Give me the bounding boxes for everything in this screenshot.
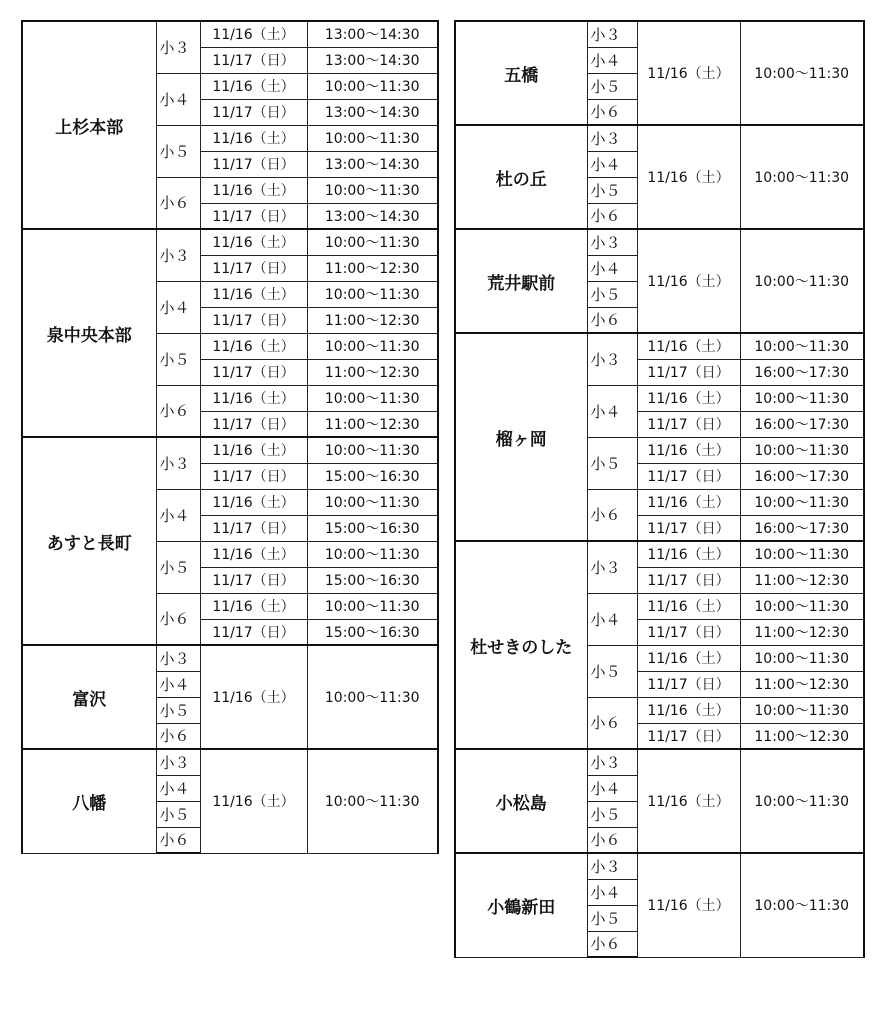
session-time: 10:00～11:30 [740, 749, 864, 853]
session-date: 11/17（日） [200, 307, 307, 333]
grade-label: 小４ [587, 255, 637, 281]
table-row [22, 645, 438, 671]
grade-label: 小５ [156, 697, 200, 723]
session-time: 10:00～11:30 [307, 125, 438, 151]
session-time: 11:00～12:30 [740, 671, 864, 697]
grade-label: 小３ [587, 333, 637, 385]
session-date: 11/17（日） [637, 619, 740, 645]
session-time: 10:00～11:30 [307, 593, 438, 619]
session-time: 11:00～12:30 [740, 619, 864, 645]
grade-label: 小４ [156, 281, 200, 333]
session-time: 10:00～11:30 [740, 385, 864, 411]
session-date: 11/16（土） [200, 281, 307, 307]
grade-label: 小６ [156, 723, 200, 749]
grade-label: 小３ [156, 21, 200, 73]
table-row [455, 749, 864, 775]
grade-label: 小４ [587, 151, 637, 177]
table-row [22, 229, 438, 255]
session-date: 11/16（土） [200, 645, 307, 749]
session-date: 11/16（土） [637, 385, 740, 411]
session-date: 11/17（日） [200, 151, 307, 177]
session-time: 16:00～17:30 [740, 411, 864, 437]
session-time: 10:00～11:30 [740, 593, 864, 619]
session-time: 13:00～14:30 [307, 151, 438, 177]
session-time: 13:00～14:30 [307, 203, 438, 229]
school-name: 上杉本部 [22, 21, 156, 229]
session-time: 11:00～12:30 [307, 255, 438, 281]
grade-label: 小６ [587, 697, 637, 749]
session-date: 11/16（土） [200, 541, 307, 567]
grade-label: 小６ [156, 385, 200, 437]
grade-label: 小６ [587, 307, 637, 333]
session-date: 11/16（土） [637, 437, 740, 463]
grade-label: 小５ [156, 801, 200, 827]
session-time: 10:00～11:30 [307, 281, 438, 307]
grade-label: 小３ [587, 229, 637, 255]
session-date: 11/17（日） [637, 463, 740, 489]
session-date: 11/17（日） [200, 203, 307, 229]
grade-label: 小３ [587, 749, 637, 775]
session-date: 11/16（土） [637, 21, 740, 125]
session-date: 11/16（土） [637, 645, 740, 671]
session-date: 11/16（土） [200, 749, 307, 853]
grade-label: 小４ [587, 593, 637, 645]
table-body-left [22, 21, 438, 853]
session-time: 11:00～12:30 [307, 307, 438, 333]
session-date: 11/17（日） [200, 255, 307, 281]
session-date: 11/16（土） [637, 697, 740, 723]
school-name: あすと長町 [22, 437, 156, 645]
grade-label: 小４ [587, 879, 637, 905]
school-name: 小松島 [455, 749, 587, 853]
session-time: 10:00～11:30 [307, 645, 438, 749]
session-date: 11/17（日） [637, 671, 740, 697]
grade-label: 小４ [156, 775, 200, 801]
grade-label: 小５ [587, 73, 637, 99]
grade-label: 小４ [156, 73, 200, 125]
table-row [22, 437, 438, 463]
grade-label: 小６ [156, 593, 200, 645]
session-time: 11:00～12:30 [307, 411, 438, 437]
grade-label: 小５ [587, 437, 637, 489]
session-date: 11/16（土） [637, 749, 740, 853]
grade-label: 小５ [587, 905, 637, 931]
session-time: 10:00～11:30 [740, 21, 864, 125]
session-date: 11/17（日） [200, 99, 307, 125]
session-time: 15:00～16:30 [307, 463, 438, 489]
grade-label: 小３ [156, 437, 200, 489]
grade-label: 小３ [156, 229, 200, 281]
grade-label: 小６ [156, 177, 200, 229]
session-time: 10:00～11:30 [307, 749, 438, 853]
table-row [455, 333, 864, 359]
session-date: 11/16（土） [637, 125, 740, 229]
session-time: 10:00～11:30 [307, 333, 438, 359]
grade-label: 小４ [156, 671, 200, 697]
session-time: 10:00～11:30 [740, 489, 864, 515]
school-name: 泉中央本部 [22, 229, 156, 437]
session-time: 10:00～11:30 [740, 697, 864, 723]
session-date: 11/16（土） [200, 177, 307, 203]
grade-label: 小４ [587, 47, 637, 73]
grade-label: 小３ [587, 21, 637, 47]
session-time: 10:00～11:30 [740, 645, 864, 671]
grade-label: 小６ [587, 203, 637, 229]
session-date: 11/17（日） [200, 411, 307, 437]
session-date: 11/16（土） [200, 229, 307, 255]
session-date: 11/16（土） [637, 853, 740, 957]
grade-label: 小６ [587, 931, 637, 957]
session-date: 11/16（土） [637, 229, 740, 333]
session-time: 10:00～11:30 [740, 853, 864, 957]
session-time: 15:00～16:30 [307, 515, 438, 541]
session-time: 10:00～11:30 [740, 125, 864, 229]
session-time: 10:00～11:30 [307, 541, 438, 567]
session-time: 11:00～12:30 [740, 567, 864, 593]
session-time: 10:00～11:30 [307, 229, 438, 255]
grade-label: 小３ [587, 125, 637, 151]
grade-label: 小６ [587, 99, 637, 125]
session-date: 11/17（日） [637, 567, 740, 593]
session-time: 10:00～11:30 [307, 489, 438, 515]
table-row [22, 21, 438, 47]
session-time: 10:00～11:30 [740, 229, 864, 333]
session-time: 13:00～14:30 [307, 99, 438, 125]
grade-label: 小５ [587, 645, 637, 697]
session-time: 10:00～11:30 [307, 177, 438, 203]
school-name: 小鶴新田 [455, 853, 587, 957]
session-date: 11/16（土） [200, 385, 307, 411]
grade-label: 小３ [156, 749, 200, 775]
session-date: 11/17（日） [200, 359, 307, 385]
session-date: 11/17（日） [637, 359, 740, 385]
table-row [455, 125, 864, 151]
school-name: 杜の丘 [455, 125, 587, 229]
table-row [455, 229, 864, 255]
session-date: 11/16（土） [637, 593, 740, 619]
schedule-table-right [454, 20, 865, 958]
table-row [455, 541, 864, 567]
session-time: 13:00～14:30 [307, 21, 438, 47]
session-date: 11/16（土） [200, 489, 307, 515]
school-name: 杜せきのした [455, 541, 587, 749]
grade-label: 小５ [156, 541, 200, 593]
session-date: 11/17（日） [200, 515, 307, 541]
session-date: 11/16（土） [200, 21, 307, 47]
grade-label: 小５ [587, 177, 637, 203]
session-time: 16:00～17:30 [740, 515, 864, 541]
session-date: 11/17（日） [200, 463, 307, 489]
session-time: 15:00～16:30 [307, 567, 438, 593]
session-date: 11/16（土） [200, 73, 307, 99]
session-time: 11:00～12:30 [740, 723, 864, 749]
grade-label: 小３ [587, 853, 637, 879]
table-body-right [455, 21, 864, 957]
session-time: 10:00～11:30 [740, 541, 864, 567]
grade-label: 小４ [587, 775, 637, 801]
session-date: 11/16（土） [637, 489, 740, 515]
session-date: 11/17（日） [637, 411, 740, 437]
session-time: 10:00～11:30 [307, 437, 438, 463]
school-name: 五橋 [455, 21, 587, 125]
grade-label: 小５ [587, 801, 637, 827]
table-row [22, 749, 438, 775]
school-name: 榴ヶ岡 [455, 333, 587, 541]
grade-label: 小６ [587, 827, 637, 853]
grade-label: 小５ [587, 281, 637, 307]
session-time: 16:00～17:30 [740, 359, 864, 385]
session-time: 10:00～11:30 [740, 437, 864, 463]
session-date: 11/17（日） [200, 47, 307, 73]
grade-label: 小６ [587, 489, 637, 541]
session-date: 11/16（土） [200, 437, 307, 463]
grade-label: 小５ [156, 125, 200, 177]
schedule-table-left [21, 20, 439, 854]
table-row [455, 853, 864, 879]
school-name: 富沢 [22, 645, 156, 749]
grade-label: 小５ [156, 333, 200, 385]
session-time: 10:00～11:30 [307, 73, 438, 99]
session-date: 11/17（日） [637, 723, 740, 749]
session-date: 11/16（土） [637, 333, 740, 359]
session-date: 11/16（土） [200, 125, 307, 151]
session-date: 11/17（日） [200, 567, 307, 593]
session-date: 11/17（日） [637, 515, 740, 541]
table-row [455, 21, 864, 47]
session-time: 10:00～11:30 [307, 385, 438, 411]
school-name: 八幡 [22, 749, 156, 853]
session-date: 11/17（日） [200, 619, 307, 645]
grade-label: 小４ [156, 489, 200, 541]
grade-label: 小４ [587, 385, 637, 437]
grade-label: 小６ [156, 827, 200, 853]
session-time: 11:00～12:30 [307, 359, 438, 385]
school-name: 荒井駅前 [455, 229, 587, 333]
session-time: 16:00～17:30 [740, 463, 864, 489]
grade-label: 小３ [587, 541, 637, 593]
session-time: 13:00～14:30 [307, 47, 438, 73]
session-date: 11/16（土） [637, 541, 740, 567]
session-date: 11/16（土） [200, 593, 307, 619]
session-time: 15:00～16:30 [307, 619, 438, 645]
session-time: 10:00～11:30 [740, 333, 864, 359]
session-date: 11/16（土） [200, 333, 307, 359]
grade-label: 小３ [156, 645, 200, 671]
